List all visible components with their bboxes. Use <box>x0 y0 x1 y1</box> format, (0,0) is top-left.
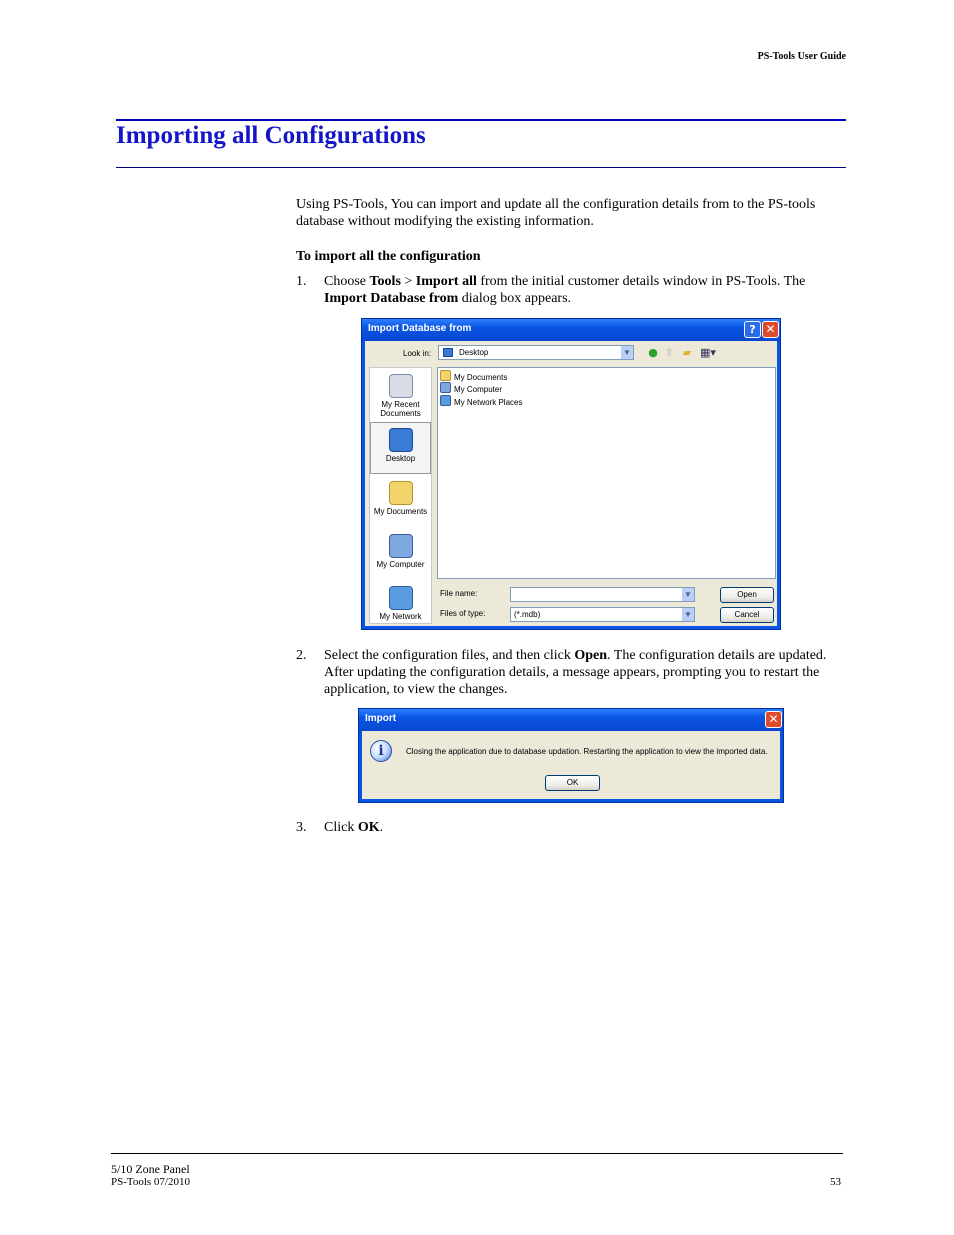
close-button[interactable]: ✕ <box>762 321 779 338</box>
dialog-client <box>362 731 780 799</box>
file-item-my-documents[interactable]: My Documents <box>440 370 507 382</box>
title-rule-bottom <box>116 167 846 168</box>
dialog-client <box>365 341 777 626</box>
ok-button[interactable]: OK <box>545 775 600 791</box>
places-bar <box>369 367 432 624</box>
file-item-my-network-places[interactable]: My Network Places <box>440 395 522 407</box>
file-item-my-computer[interactable]: My Computer <box>440 382 502 394</box>
network-icon <box>440 395 451 406</box>
close-button[interactable]: ✕ <box>765 711 782 728</box>
message-text: Closing the application due to database updation. Restarting the application to view the imported data. <box>406 747 768 756</box>
help-button[interactable]: ? <box>744 321 761 338</box>
place-my-network[interactable]: My Network <box>370 586 431 621</box>
import-message-dialog <box>358 708 784 803</box>
file-list <box>437 367 776 579</box>
chevron-down-icon[interactable]: ▼ <box>620 346 633 359</box>
my-documents-icon <box>389 481 413 505</box>
footer-product: 5/10 Zone Panel <box>111 1162 190 1176</box>
footer-rule <box>111 1153 843 1154</box>
my-computer-icon <box>389 534 413 558</box>
header-guide-title: PS-Tools User Guide <box>757 51 846 62</box>
step-text: Select the configuration files, and then click Open. The configuration details are updated. After updating the configuration details, a message appears, prompting you to restart the application, to view the changes. <box>324 648 827 697</box>
files-of-type-value: (*.mdb) <box>514 610 541 619</box>
information-icon: i <box>370 740 392 762</box>
import-database-dialog <box>361 318 781 630</box>
file-name-label: File name: <box>440 589 478 598</box>
chevron-down-icon[interactable]: ▼ <box>681 608 694 621</box>
views-menu-icon[interactable]: ▦▾ <box>700 346 716 359</box>
page-number: 53 <box>830 1176 841 1188</box>
look-in-combo[interactable] <box>438 345 634 360</box>
procedure-heading: To import all the configuration <box>296 249 481 264</box>
desktop-icon <box>389 428 413 452</box>
dialog-titlebar <box>362 319 780 341</box>
title-rule-top <box>116 119 846 121</box>
back-icon[interactable]: ● <box>648 346 658 359</box>
my-network-icon <box>389 586 413 610</box>
step-number: 2. <box>296 648 307 663</box>
file-name-combo[interactable] <box>510 587 695 602</box>
place-my-computer[interactable]: My Computer <box>370 534 431 569</box>
up-folder-icon[interactable]: ⇧ <box>664 346 674 359</box>
new-folder-icon[interactable]: ▰ <box>682 346 692 359</box>
open-button[interactable]: Open <box>720 587 774 603</box>
files-of-type-label: Files of type: <box>440 609 486 618</box>
intro-paragraph: Using PS-Tools, You can import and update all the configuration details from to the PS-tools database without modifying the existing information. <box>296 197 816 229</box>
desktop-icon <box>443 348 453 357</box>
dialog-titlebar <box>359 709 783 731</box>
computer-icon <box>440 382 451 393</box>
dialog-title: Import <box>365 713 397 724</box>
step-number: 3. <box>296 820 307 835</box>
look-in-label: Look in: <box>403 349 432 358</box>
step-text: Choose Tools > Import all from the initial customer details window in PS-Tools. The Import Database from dialog box appears. <box>324 274 806 306</box>
folder-icon <box>440 370 451 381</box>
place-desktop[interactable]: Desktop <box>370 422 431 474</box>
dialog-title: Import Database from <box>368 323 472 334</box>
place-my-documents[interactable]: My Documents <box>370 481 431 516</box>
cancel-button[interactable]: Cancel <box>720 607 774 623</box>
look-in-value: Desktop <box>459 348 489 357</box>
recent-documents-icon <box>389 374 413 398</box>
step-number: 1. <box>296 274 307 289</box>
files-of-type-combo[interactable] <box>510 607 695 622</box>
step-text: Click OK. <box>324 820 384 835</box>
chevron-down-icon[interactable]: ▼ <box>681 588 694 601</box>
page-title: Importing all Configurations <box>116 122 426 149</box>
place-my-recent-documents[interactable]: My Recent Documents <box>370 374 431 418</box>
footer-doc: PS-Tools 07/2010 <box>111 1176 190 1188</box>
